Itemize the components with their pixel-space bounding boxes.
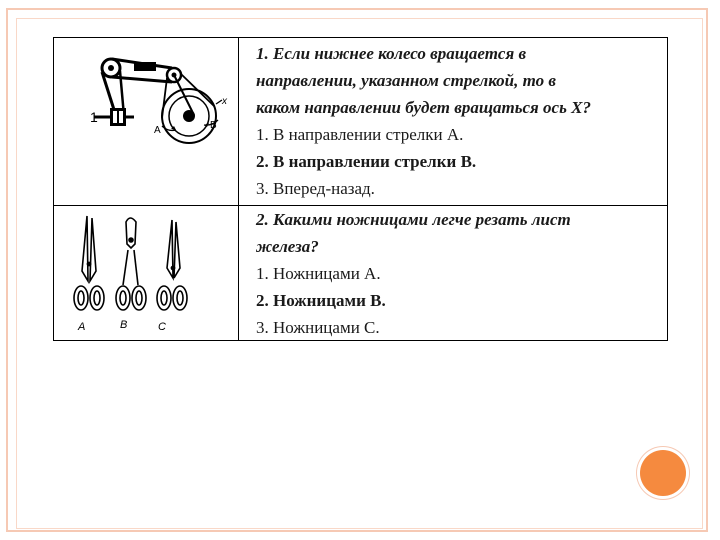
question1-answer-2: 2. В направлении стрелки В.: [256, 152, 477, 171]
question2-answer-1: 1. Ножницами А.: [256, 264, 381, 283]
decorative-orange-circle: [640, 450, 686, 496]
question1-text: [256, 40, 663, 205]
scissors-figure-cell: [54, 206, 239, 340]
scissors-label-b: B: [120, 319, 128, 331]
question1-line-1: 1. Если нижнее колесо вращается в: [256, 44, 527, 63]
wheels-figure-cell: [54, 38, 239, 205]
scissors-label-a: A: [78, 321, 86, 333]
question1-answer-3: 3. Вперед-назад.: [256, 179, 375, 198]
scissors-a-icon: [74, 216, 104, 310]
question2-answer-2: 2. Ножницами В.: [256, 291, 386, 310]
wheels-belt-diagram: [54, 38, 238, 205]
question2-line-2: железа?: [256, 237, 319, 256]
question2-line-1: 2. Какими ножницами легче резать лист: [256, 210, 571, 229]
scissors-label-c: C: [158, 321, 166, 333]
scissors-c-icon: [157, 220, 187, 310]
wheel-label-axis: 1: [90, 109, 98, 125]
question1-answer-1: 1. В направлении стрелки А.: [256, 125, 464, 144]
question2-answer-3: 3. Ножницами С.: [256, 318, 380, 337]
wheel-label-b: B: [210, 120, 217, 131]
questions-table: [53, 37, 668, 341]
wheel-label-x: x: [222, 96, 227, 107]
question-row-scissors: [54, 206, 667, 340]
question1-line-2: направлении, указанном стрелкой, то в: [256, 71, 556, 90]
scissors-diagram: [54, 206, 238, 340]
wheel-label-a: A: [154, 125, 161, 136]
scissors-b-icon: [116, 218, 146, 310]
question2-text: [256, 206, 663, 340]
question-row-wheels: [54, 38, 667, 206]
question1-line-3: каком направлении будет вращаться ось X?: [256, 98, 591, 117]
